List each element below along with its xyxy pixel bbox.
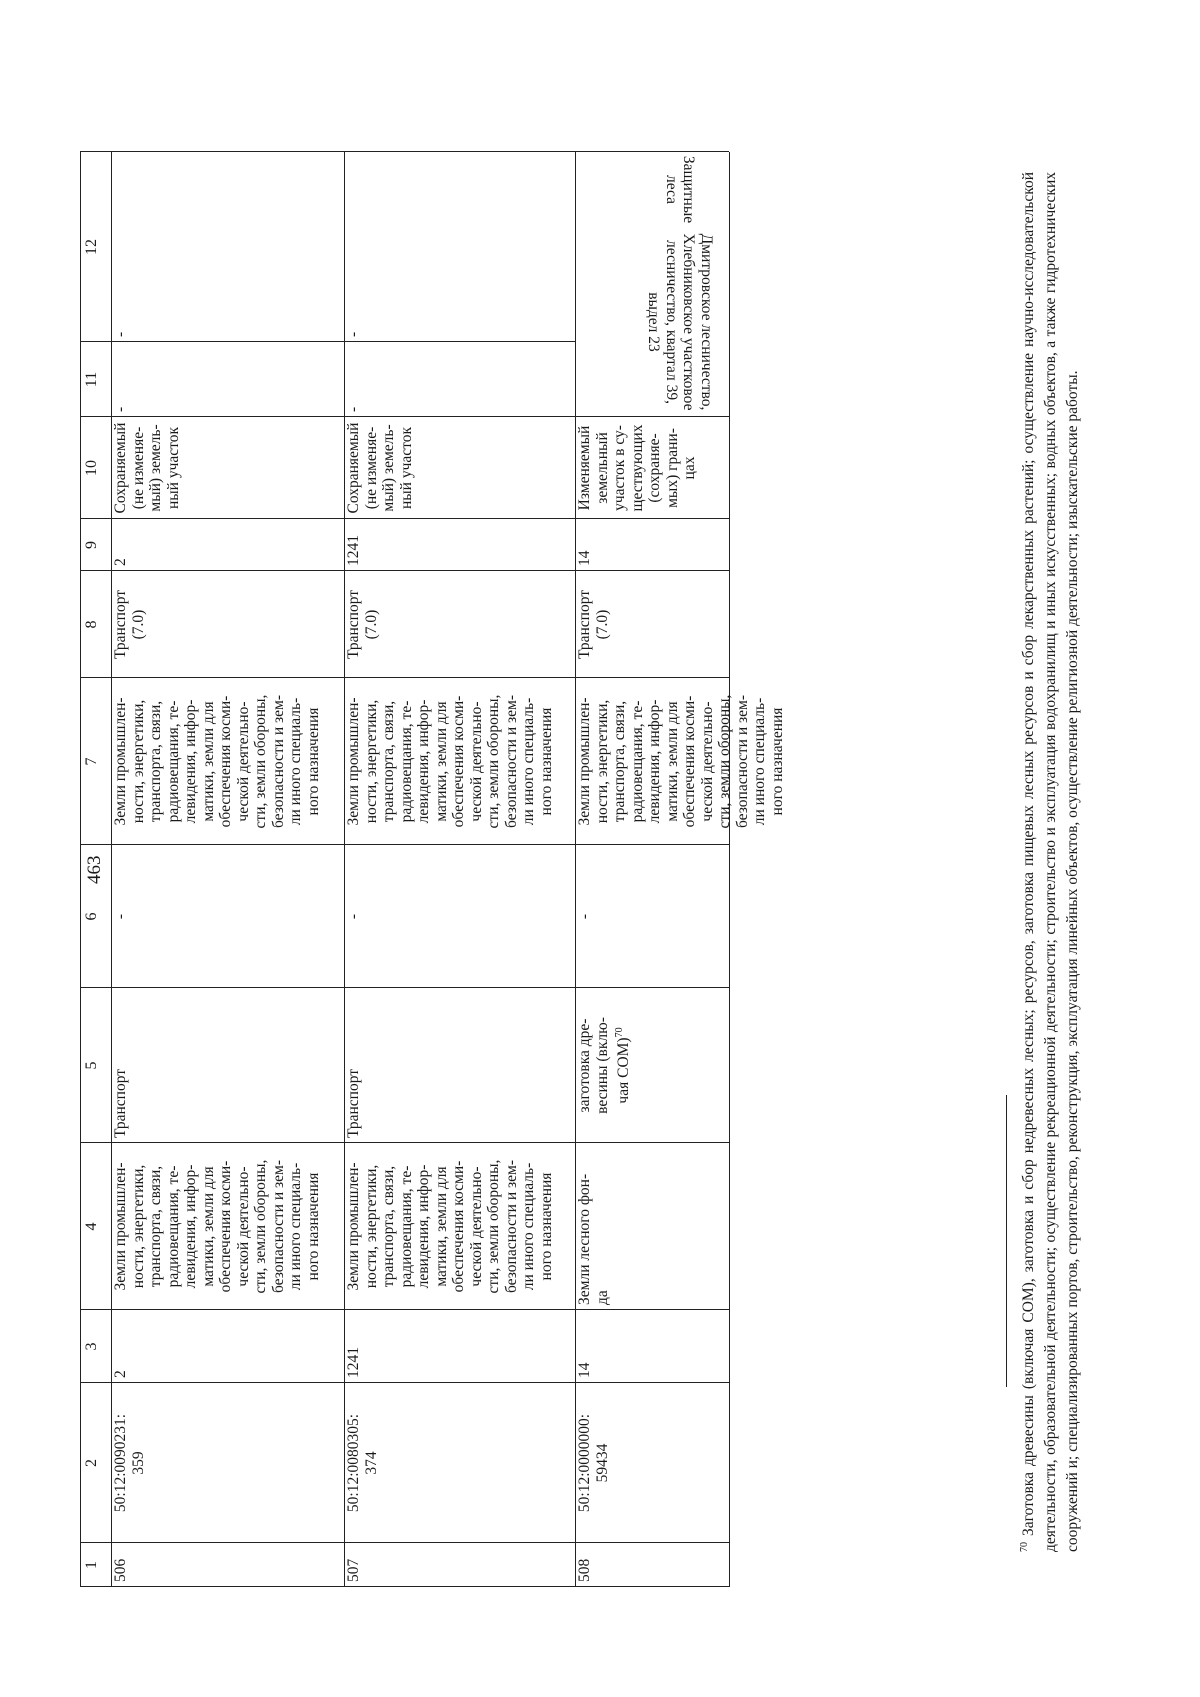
cell-land-category-original: Земли промышлен- ности, энергетики, транспорта, связи, радиовещания, те- левидения, инфор- матики, земли для обеспечения косми- ческой деятельно- сти, земли обороны, безопасности и зем- ли иного специаль- ного назначения [112,1159,322,1294]
cell-col11: - [345,406,362,412]
cell-land-category-original: Земли промышлен- ности, энергетики, транспорта, связи, радиовещания, те- левидения, инфор- матики, земли для обеспечения косми- ческой деятельно- сти, земли обороны, безопасности и зем- ли иного специаль- ного назначения [345,1159,555,1294]
cell-col12: - [112,331,129,337]
cell-land-category-new: Земли промышлен- ности, энергетики, транспорта, связи, радиовещания, те- левидения, инфор- матики, земли для обеспечения косми- ческой деятельно- сти, земли обороны, безопасности и зем- ли иного специаль- ного назначения [576,694,786,829]
cell-col11: - [112,406,129,412]
cell-col12: - [345,331,362,337]
cell-parcel-status: Сохраняемый (не изменяе- мый) земель- ный участок [345,422,415,514]
cell-land-category-new: Земли промышлен- ности, энергетики, транспорта, связи, радиовещания, те- левидения, инфор- матики, земли для обеспечения косми- ческой деятельно- сти, земли обороны, безопасности и зем- ли иного специаль- ного назначения [345,694,555,829]
cell-permitted-use-new: Транспорт (7.0) [345,589,380,660]
grid-horizontal-line [729,152,730,1587]
page-number: 463 [84,855,105,884]
cell-permitted-use-original: Транспорт [345,1068,362,1138]
cell-cadastral-number: 50:12:0000000: 59434 [576,1413,611,1513]
cell-col6: - [112,913,129,920]
footnote-text: Заготовка древесины (включая СОМ), заготовка и сбор недревесных лесных; ресурсов, заготовка пищевых лесных ресурсов и сбор лекарственных растений; осуществление научно-исследовательской деятельности, образовательной деятельности; осуществление рекреационной деятельности; строительство и эксплуатация водохранилищ и иных искусственных; водных объектов, а также гидротехнических сооружений и; специализированных портов, строительство, реконструкция, эксплуатация линейных объектов, осуществление религиозной деятельности; изыскательские работы. [1020,171,1082,1552]
cell-land-category-new: Земли промышлен- ности, энергетики, транспорта, связи, радиовещания, те- левидения, инфор- матики, земли для обеспечения косми- ческой деятельно- сти, земли обороны, безопасности и зем- ли иного специаль- ного назначения [112,694,322,829]
header-cell: 6 [83,912,100,921]
cell-permitted-use-new: Транспорт (7.0) [112,589,147,660]
header-cell: 4 [83,1222,100,1231]
footnote-reference: 70 [614,1027,625,1038]
cell-number: 508 [576,1558,593,1582]
cell-col6: - [576,913,593,920]
cell-number: 507 [345,1558,362,1582]
cell-permitted-use-original [575,988,729,1143]
footnote-marker: 70 [1019,1542,1030,1552]
merged-cell-forest-info [631,152,729,417]
cell-area-original: 1241 [345,1347,362,1378]
cell-area-original: 2 [112,1370,129,1378]
cell-area-new: 1241 [345,535,362,566]
cell-parcel-status: Изменяемый земельный участок в су- ществующих (сохраняе- мых) грани- цах [576,424,698,512]
footnote [1014,172,1084,1552]
cell-forest-location: Дмитровское лесничество, Хлебниковское участковое лесничество, квартал 39, выдел 23 [645,233,715,411]
cell-forest-type: Защитные леса [663,155,698,224]
upside-down-text-block [645,152,715,417]
header-cell: 1 [83,1561,100,1569]
header-cell: 5 [83,1061,100,1070]
header-cell: 10 [83,460,100,476]
cell-parcel-status: Сохраняемый (не изменяе- мый) земель- ный участок [112,422,182,514]
header-cell: 3 [83,1342,100,1351]
header-cell: 12 [83,239,100,255]
header-cell: 9 [83,541,100,549]
header-cell: 2 [83,1459,100,1467]
cell-land-category-original: Земли лесного фон- да [576,1173,611,1305]
cell-permitted-use-text: заготовка дре- весины (вклю- чая СОМ) [576,1017,633,1114]
cell-permitted-use-original: Транспорт [112,1068,129,1138]
cell-col6: - [345,913,362,920]
cell-area-new: 14 [576,550,593,566]
footnote-separator [1006,1095,1007,1387]
cell-number: 506 [112,1558,129,1582]
cell-cadastral-number: 50:12:0090231: 359 [112,1413,147,1513]
header-cell: 7 [83,757,100,766]
cell-cadastral-number: 50:12:0080305: 374 [345,1413,380,1513]
cell-area-original: 14 [576,1362,593,1378]
header-cell: 8 [83,620,100,629]
header-cell: 11 [83,371,100,388]
cell-area-new: 2 [112,558,129,566]
cell-permitted-use-new: Транспорт (7.0) [576,589,611,660]
